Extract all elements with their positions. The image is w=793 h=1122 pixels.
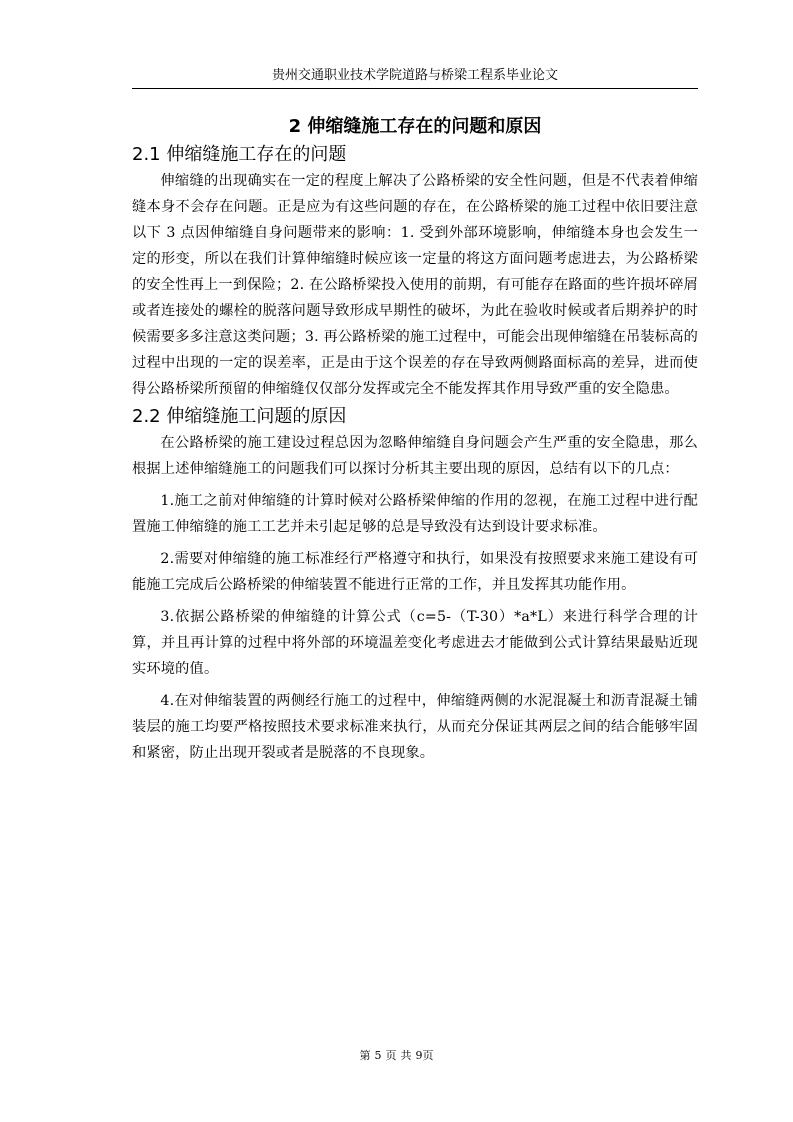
page-content — [132, 114, 698, 766]
list-item: 4.在对伸缩装置的两侧经行施工的过程中，伸缩缝两侧的水泥混凝土和沥青混凝土铺装层的施工均要严格按照技术要求标准来执行，从而充分保证其两层之间的结合能够牢固和紧密，防止出现开裂或者是脱落的不良现象。 — [132, 693, 698, 761]
page-header: 贵州交通职业技术学院道路与桥梁工程系毕业论文 — [132, 68, 698, 89]
chapter-title: 2 伸缩缝施工存在的问题和原因 — [288, 116, 542, 137]
section-title-2-1: 2.1 伸缩缝施工存在的问题 — [132, 144, 347, 165]
list-item: 3.依据公路桥梁的伸缩缝的计算公式（c=5-（T-30）*a*L）来进行科学合理的计算，并且再计算的过程中将外部的环境温差变化考虑进去才能做到公式计算结果最贴近现实环境的值。 — [132, 609, 698, 677]
total-pages: 9页 — [415, 1049, 434, 1062]
current-page-number: 5 — [374, 1049, 382, 1062]
total-label: 共 — [400, 1049, 412, 1062]
section-2-1-paragraph: 伸缩缝的出现确实在一定的程度上解决了公路桥梁的安全性问题，但是不代表着伸缩缝本身不会存在问题。正是应为有这些问题的存在，在公路桥梁的施工过程中依旧要注意以下 3 点因伸缩缝自身问题带来的影响：1. 受到外部环境影响，伸缩缝本身也会发生一定的形变，所以在我们计算伸缩缝时候应该一定量的将这方面问题考虑进去，为公路桥梁的安全性再上一到保险；2. 在公路桥梁投入使用的前期，有可能存在路面的些许损坏碎屑或者连接处的螺栓的脱落问题导致形成早期性的破坏，为此在验收时候或者后期养护的时候需要多多注意这类问题；3. 再公路桥梁的施工过程中，可能会出现伸缩缝在吊装标高的过程中出现的一定的误差率，正是由于这个误差的存在导致两侧路面标高的差异，进而使得公路桥梁所预留的伸缩缝仅仅部分发挥或完全不能发挥其作用导致严重的安全隐患。 — [132, 173, 698, 397]
page-label: 第 — [359, 1049, 371, 1062]
section-title-2-2: 2.2 伸缩缝施工问题的原因 — [132, 406, 347, 427]
list-item: 2.需要对伸缩缝的施工标准经行严格遵守和执行，如果没有按照要求来施工建设有可能施工完成后公路桥梁的伸缩装置不能进行正常的工作，并且发挥其功能作用。 — [132, 551, 698, 593]
section-2-2-intro: 在公路桥梁的施工建设过程总因为忽略伸缩缝自身问题会产生严重的安全隐患，那么根据上述伸缩缝施工的问题我们可以探讨分析其主要出现的原因，总结有以下的几点： — [132, 435, 698, 477]
page-unit-label: 页 — [385, 1049, 397, 1062]
list-item: 1.施工之前对伸缩缝的计算时候对公路桥梁伸缩的作用的忽视，在施工过程中进行配置施工伸缩缝的施工工艺并未引起足够的总是导致没有达到设计要求标准。 — [132, 493, 698, 535]
page-footer — [0, 1049, 793, 1063]
